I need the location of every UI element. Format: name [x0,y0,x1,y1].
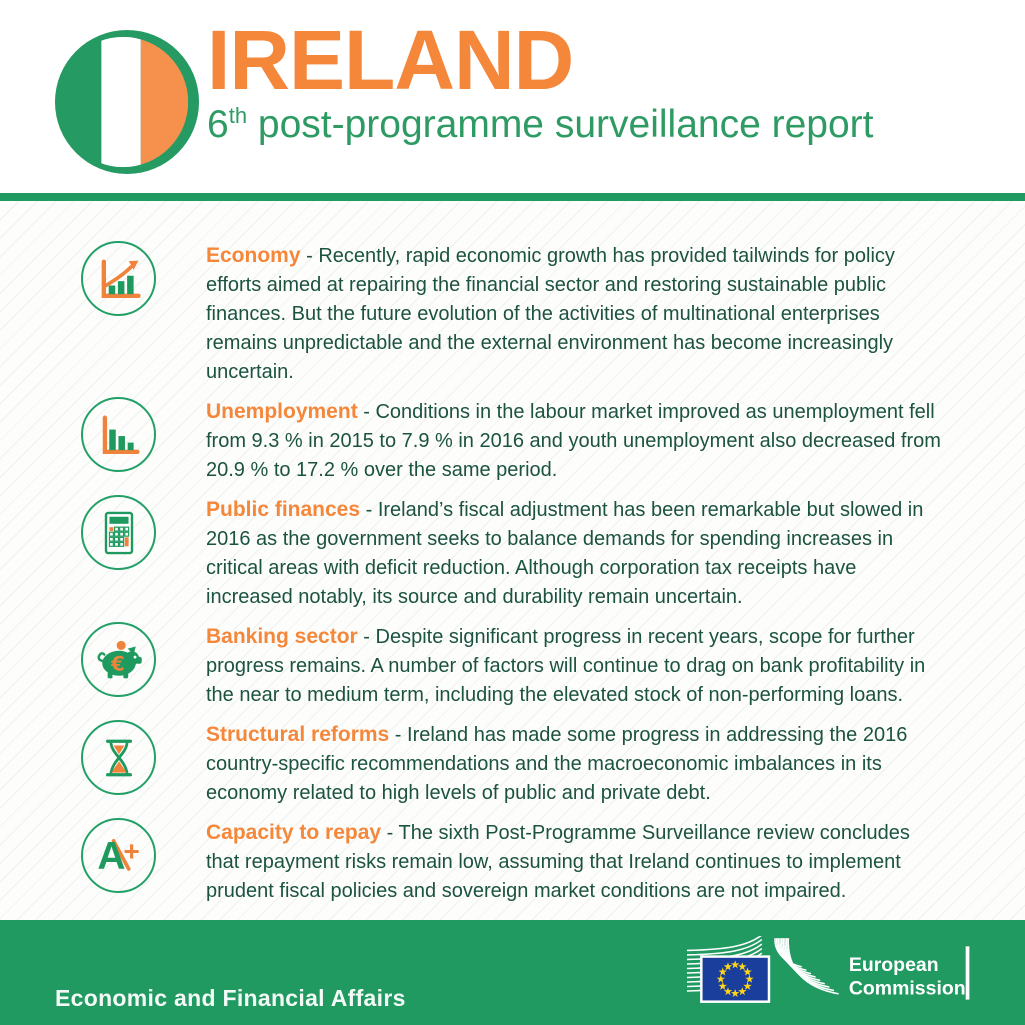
section-body: Recently, rapid economic growth has provided tailwinds for policy efforts aimed at repairing the financial sector and restoring sustainable public finances. But the future evolution of the activities of multinational enterprises remains unpredictable and the external environment has become increasingly uncertain. [206,245,895,383]
ec-logo-line2: Commission [848,977,966,1000]
title-block [207,13,874,147]
declining-bar-chart-icon [81,397,156,472]
european-commission-logo [687,936,979,1012]
green-divider [0,193,1025,201]
hourglass-icon [81,720,156,795]
piggy-bank-icon [81,622,156,697]
country-title: IRELAND [207,13,574,107]
svg-text:+: + [122,834,140,866]
section-body: Ireland’s fiscal adjustment has been remarkable but slowed in 2016 as the government seeks to balance demands for spending increases in critical areas with deficit reduction. Although corporation tax receipts have increased notably, its source and durability remain uncertain. [206,499,924,608]
separator: - [306,245,313,267]
svg-text:A: A [96,834,126,878]
separator: - [386,822,394,844]
section-heading: Structural reforms [206,723,390,746]
section-text [206,720,946,808]
separator: - [363,626,370,648]
section-text [206,818,946,906]
a-plus-rating-icon [81,818,156,893]
section-banking [0,622,1025,710]
section-unemployment [0,397,1025,485]
section-heading: Unemployment [206,400,358,423]
section-economy [0,241,1025,387]
ireland-flag-badge-icon [53,28,201,176]
growth-chart-icon [81,241,156,316]
section-body: Ireland has made some progress in addressing the 2016 country-specific recommendations and the macroeconomic imbalances in its economy related to high levels of public and private debt. [206,724,908,804]
section-capacity-to-repay [0,818,1025,906]
svg-text:€: € [110,651,125,675]
section-heading: Economy [206,244,301,267]
report-ordinal: th [228,103,248,128]
separator: - [394,724,402,746]
section-text [206,622,946,710]
section-text [206,397,946,485]
separator: - [365,499,373,521]
report-subtitle [207,104,873,147]
ec-logo-line1: European [848,953,939,976]
report-subtitle-text: post-programme surveillance report [247,103,874,146]
header [0,0,1025,193]
report-number: 6 [207,103,229,146]
content [0,201,1025,920]
section-heading: Public finances [206,498,361,521]
section-body: Despite significant progress in recent years, scope for further progress remains. A number of factors will continue to drag on bank profitability in the near to medium term, including the elevated stock of non-performing loans. [206,626,926,706]
section-heading: Banking sector [206,625,358,648]
section-public-finances [0,495,1025,612]
section-body: The sixth Post-Programme Surveillance review concludes that repayment risks remain low, assuming that Ireland continues to implement prudent fiscal policies and sovereign market conditions are not impaired. [206,822,910,902]
calculator-icon [81,495,156,570]
department-name: Economic and Financial Affairs [55,985,406,1011]
section-body: Conditions in the labour market improved as unemployment fell from 9.3 % in 2015 to 7.9 % in 2016 and youth unemployment also decreased from 20.9 % to 17.2 % over the same period. [206,401,941,481]
section-structural-reforms [0,720,1025,808]
section-text [206,495,946,612]
footer [0,920,1025,1025]
section-text [206,241,946,387]
separator: - [363,401,370,423]
section-heading: Capacity to repay [206,821,382,844]
